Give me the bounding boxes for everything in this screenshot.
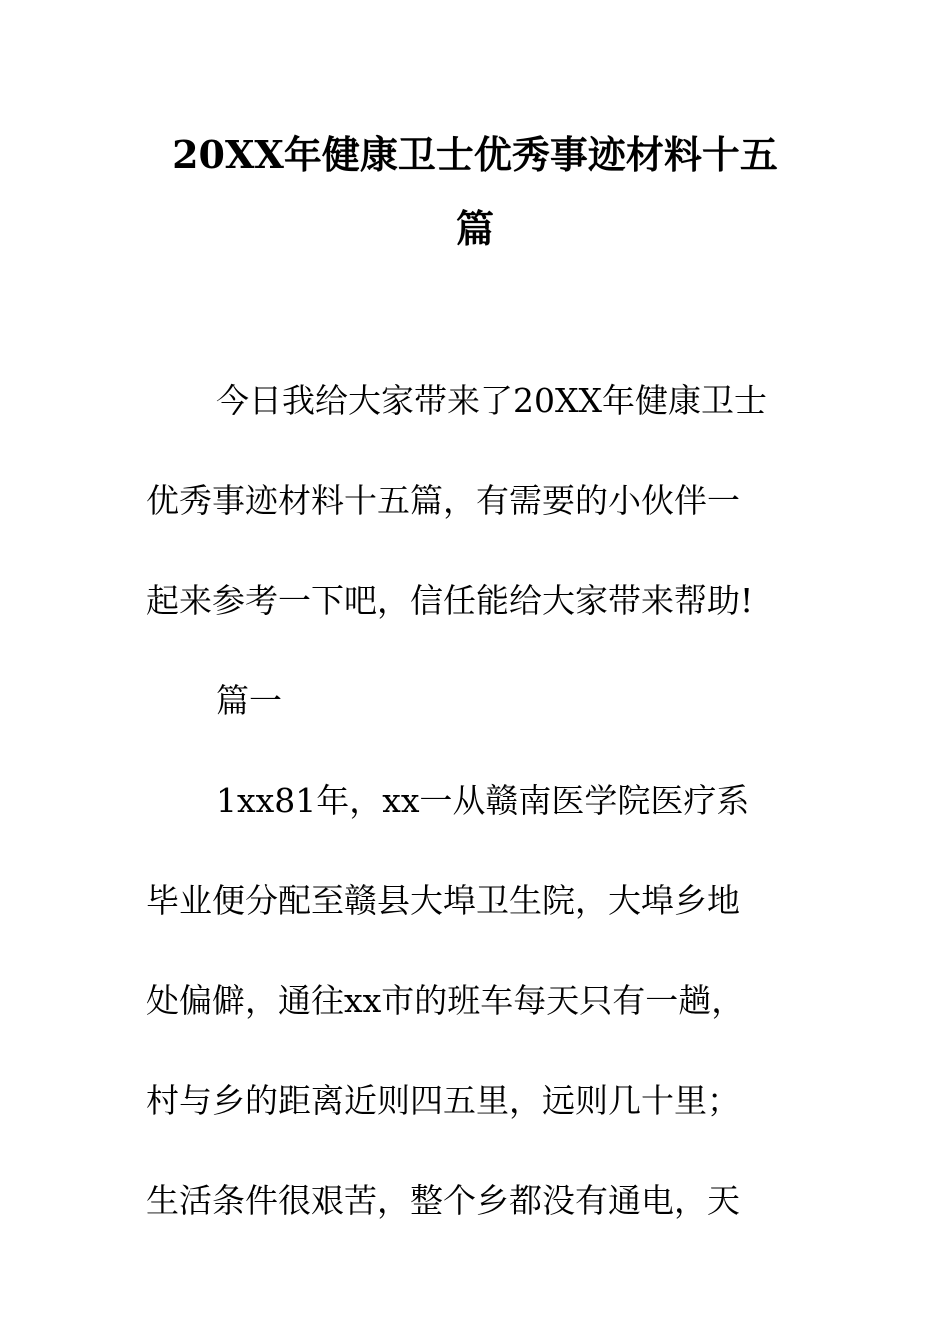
paragraph-line-8: 村与乡的距离近则四五里，远则几十里； — [146, 1081, 740, 1120]
paragraph-line-2: 优秀事迹材料十五篇，有需要的小伙伴一 — [146, 481, 740, 520]
paragraph-line-1: 今日我给大家带来了20XX年健康卫士 — [216, 381, 767, 420]
document-title-line-2: 篇 — [455, 206, 494, 251]
paragraph-line-7: 处偏僻，通往xx市的班车每天只有一趟， — [146, 981, 745, 1020]
paragraph-line-3: 起来参考一下吧，信任能给大家带来帮助! — [146, 581, 754, 620]
paragraph-line-9: 生活条件很艰苦，整个乡都没有通电，天 — [146, 1181, 740, 1220]
paragraph-line-5: 1xx81年，xx一从赣南医学院医疗系 — [216, 781, 750, 820]
paragraph-line-6: 毕业便分配至赣县大埠卫生院，大埠乡地 — [146, 881, 740, 920]
document-title-line-1: 20XX年健康卫士优秀事迹材料十五 — [172, 132, 778, 177]
section-heading: 篇一 — [216, 681, 282, 720]
